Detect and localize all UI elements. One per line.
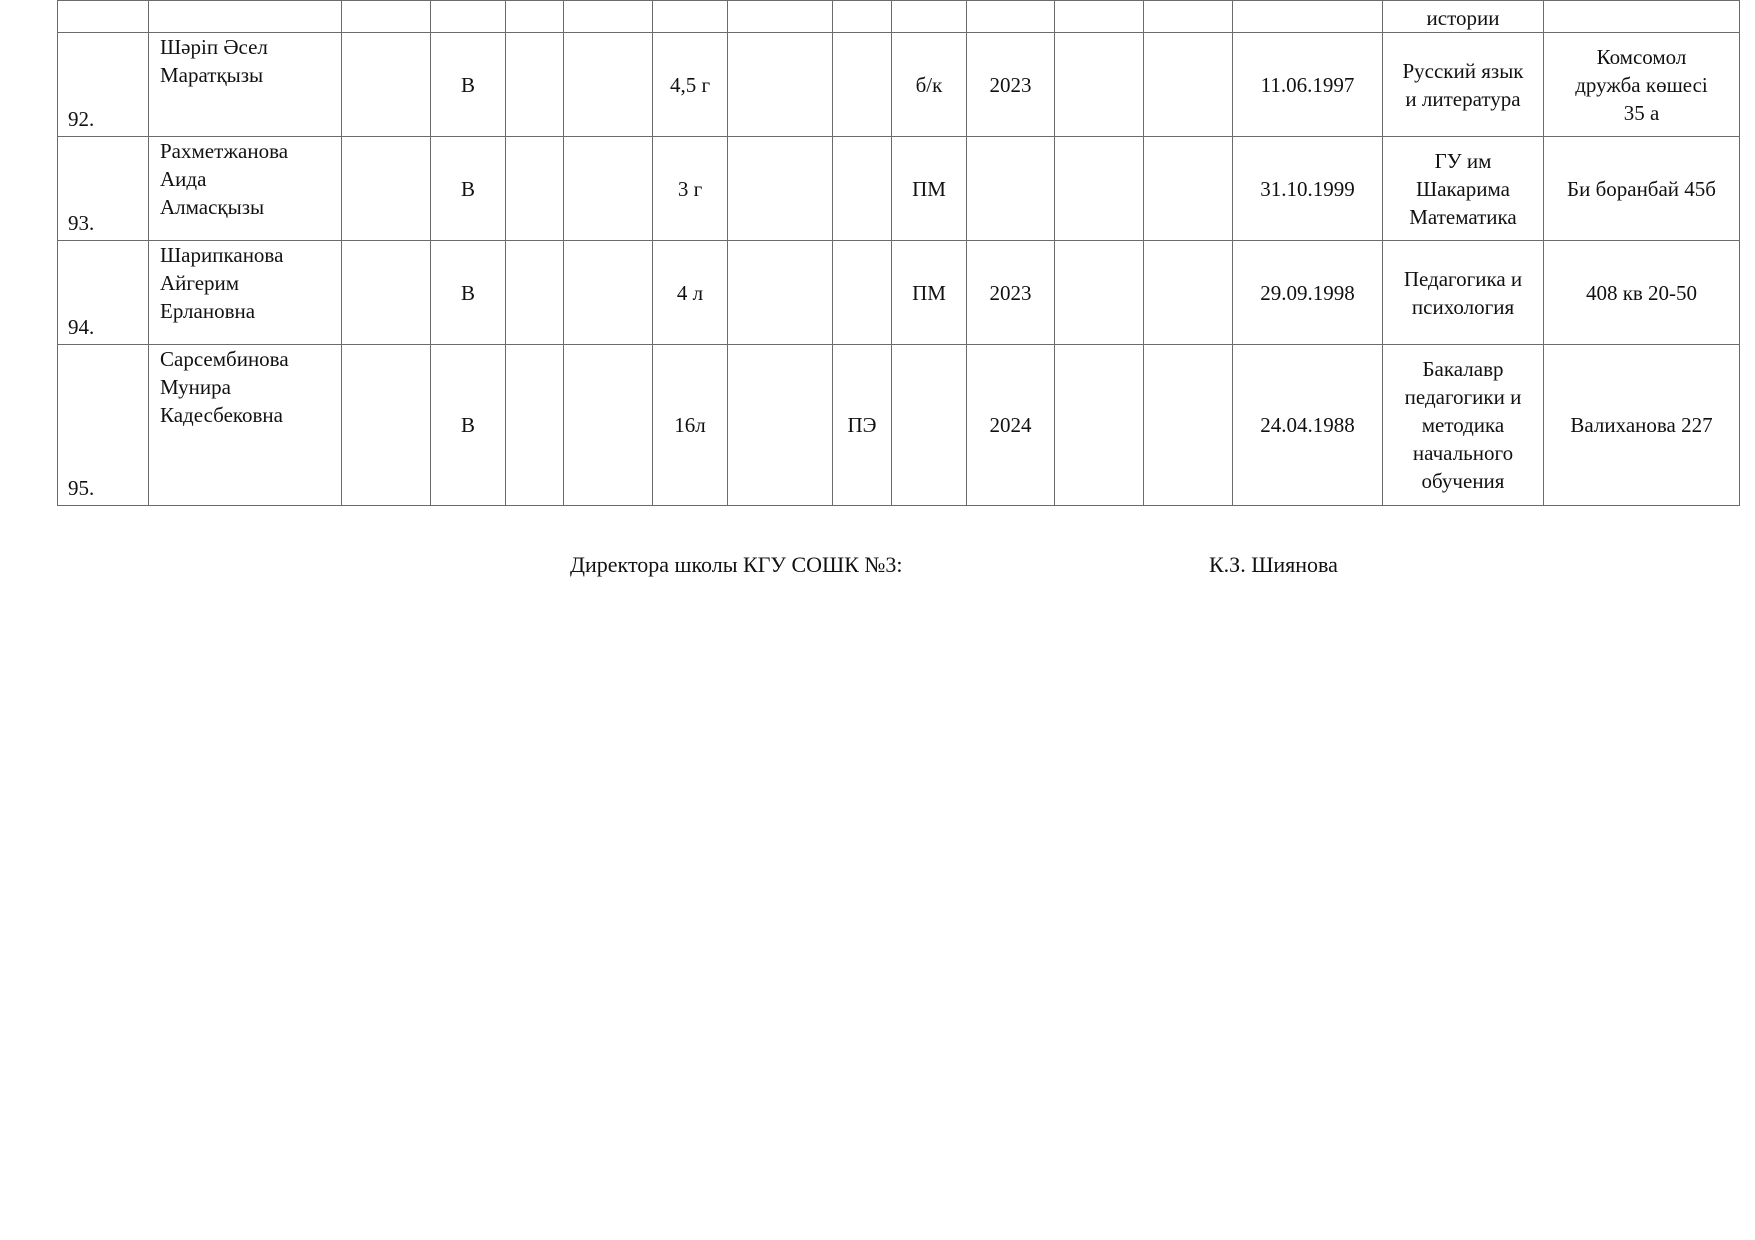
cell-empty xyxy=(833,1,892,33)
education-cell xyxy=(1383,241,1544,345)
table-row xyxy=(58,137,1740,241)
cell-empty xyxy=(653,1,728,33)
signature-line xyxy=(0,548,1755,582)
teacher-name xyxy=(149,345,342,506)
cell-empty xyxy=(564,33,653,137)
table-row xyxy=(58,345,1740,506)
address-cell xyxy=(1544,345,1740,506)
year-cell xyxy=(967,137,1055,241)
cell-empty xyxy=(1144,33,1233,137)
address-line: 35 а xyxy=(1623,100,1660,125)
birth-date-cell: 11.06.1997 xyxy=(1233,33,1383,137)
name-line: Аида xyxy=(160,167,207,191)
name-line: Кадесбековна xyxy=(160,403,283,427)
name-line: Мунира xyxy=(160,375,231,399)
cell-empty xyxy=(967,1,1055,33)
cell-empty xyxy=(1055,137,1144,241)
address-line: Комсомол xyxy=(1596,44,1687,69)
address-cell xyxy=(1544,241,1740,345)
name-line: Ерлановна xyxy=(160,299,256,323)
cell-empty xyxy=(564,1,653,33)
category-cell: ПМ xyxy=(892,137,967,241)
experience-cell: 4,5 г xyxy=(653,33,728,137)
experience-cell: 3 г xyxy=(653,137,728,241)
year-cell: 2023 xyxy=(967,33,1055,137)
cell-empty xyxy=(1544,1,1740,33)
address-cell xyxy=(1544,137,1740,241)
birth-date-cell: 24.04.1988 xyxy=(1233,345,1383,506)
cell-empty xyxy=(1055,345,1144,506)
col-b-cell: В xyxy=(431,137,506,241)
cell-empty xyxy=(564,241,653,345)
pe-cell xyxy=(833,137,892,241)
cell-empty xyxy=(342,33,431,137)
table-row xyxy=(58,33,1740,137)
address-cell xyxy=(1544,33,1740,137)
cell-empty xyxy=(728,137,833,241)
col-b-cell: В xyxy=(431,241,506,345)
name-line: Рахметжанова xyxy=(160,139,289,163)
cell-empty xyxy=(1233,1,1383,33)
education-line: Русский язык xyxy=(1402,58,1524,83)
teacher-name xyxy=(149,241,342,345)
cell-empty xyxy=(342,1,431,33)
education-line: Шакарима xyxy=(1416,176,1510,201)
year-cell: 2023 xyxy=(967,241,1055,345)
category-cell xyxy=(892,345,967,506)
row-number: 92. xyxy=(58,33,149,137)
cell-empty xyxy=(506,241,564,345)
year-cell: 2024 xyxy=(967,345,1055,506)
cell-empty xyxy=(1055,33,1144,137)
cell-empty xyxy=(564,345,653,506)
experience-cell: 16л xyxy=(653,345,728,506)
education-line: ГУ им xyxy=(1434,148,1492,173)
cell-empty xyxy=(431,1,506,33)
row-number: 93. xyxy=(58,137,149,241)
cell-empty xyxy=(506,345,564,506)
cell-empty xyxy=(506,33,564,137)
education-line: обучения xyxy=(1421,469,1505,493)
birth-date-cell: 29.09.1998 xyxy=(1233,241,1383,345)
category-cell: ПМ xyxy=(892,241,967,345)
name-line: Айгерим xyxy=(160,271,240,295)
experience-cell: 4 л xyxy=(653,241,728,345)
education-line: начального xyxy=(1412,441,1514,465)
row-number: 95. xyxy=(58,345,149,506)
table-row-continuation xyxy=(58,1,1740,33)
cell-empty xyxy=(728,1,833,33)
address-line: дружба көшесі xyxy=(1575,72,1708,97)
cell-empty xyxy=(564,137,653,241)
staff-table xyxy=(57,0,1740,506)
name-line: Шәріп Әсел xyxy=(160,35,268,59)
name-line: Маратқызы xyxy=(160,63,264,87)
teacher-name xyxy=(149,137,342,241)
cell-empty xyxy=(1144,1,1233,33)
birth-date-cell: 31.10.1999 xyxy=(1233,137,1383,241)
education-cell: истории xyxy=(1383,1,1544,33)
cell-empty xyxy=(1144,241,1233,345)
teacher-name xyxy=(149,33,342,137)
cell-empty xyxy=(728,33,833,137)
col-b-cell: В xyxy=(431,345,506,506)
cell-empty xyxy=(892,1,967,33)
category-cell: б/к xyxy=(892,33,967,137)
cell-empty xyxy=(342,345,431,506)
row-number: 94. xyxy=(58,241,149,345)
cell-empty xyxy=(728,345,833,506)
cell-empty xyxy=(58,1,149,33)
cell-empty xyxy=(1144,345,1233,506)
signatory-position: Директора школы КГУ СОШК №3: xyxy=(570,552,903,577)
cell-empty xyxy=(342,241,431,345)
education-line: Педагогика и xyxy=(1403,266,1523,291)
education-line: и литература xyxy=(1405,86,1521,111)
address-line: 408 кв 20-50 xyxy=(1585,280,1698,305)
cell-empty xyxy=(1055,1,1144,33)
education-cell xyxy=(1383,33,1544,137)
education-cell xyxy=(1383,137,1544,241)
cell-empty xyxy=(506,1,564,33)
cell-empty xyxy=(1055,241,1144,345)
cell-empty xyxy=(728,241,833,345)
pe-cell xyxy=(833,33,892,137)
cell-empty xyxy=(149,1,342,33)
address-line: Валиханова 227 xyxy=(1570,413,1713,437)
education-line: методика xyxy=(1421,413,1505,437)
cell-empty xyxy=(342,137,431,241)
name-line: Алмасқызы xyxy=(160,195,265,219)
signatory-name: К.З. Шиянова xyxy=(1209,552,1338,577)
education-cell xyxy=(1383,345,1544,506)
col-b-cell: В xyxy=(431,33,506,137)
pe-cell: ПЭ xyxy=(833,345,892,506)
cell-empty xyxy=(1144,137,1233,241)
education-line: психология xyxy=(1411,294,1515,319)
name-line: Шарипканова xyxy=(160,243,284,267)
education-line: Бакалавр xyxy=(1422,357,1504,381)
cell-empty xyxy=(506,137,564,241)
pe-cell xyxy=(833,241,892,345)
table-row xyxy=(58,241,1740,345)
education-line: педагогики и xyxy=(1404,385,1522,409)
education-line: Математика xyxy=(1409,204,1517,229)
address-line: Би боранбай 45б xyxy=(1567,176,1716,201)
name-line: Сарсембинова xyxy=(160,347,289,371)
